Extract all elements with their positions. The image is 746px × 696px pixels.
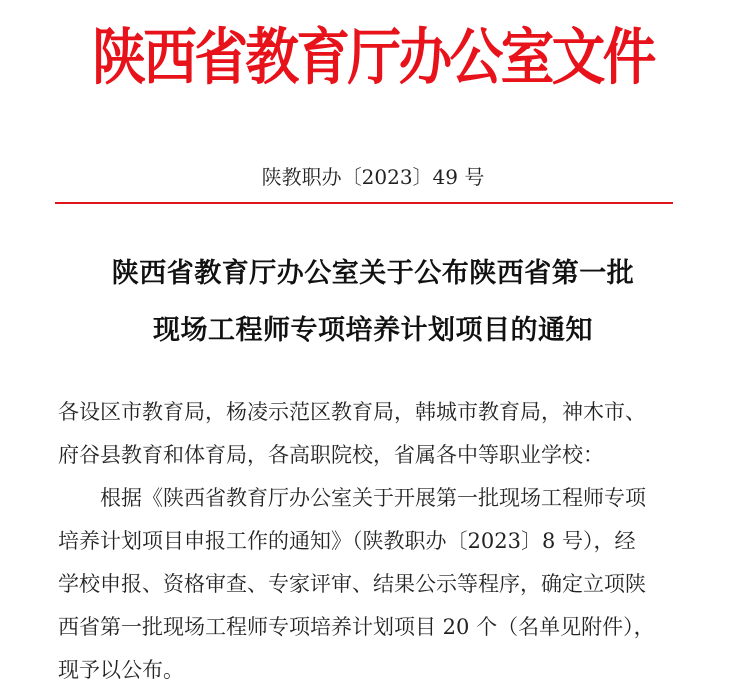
addressee-line-1: 各设区市教育局，杨凌示范区教育局，韩城市教育局，神木市、 (58, 400, 646, 424)
body-paragraph-line-1: 根据《陕西省教育厅办公室关于开展第一批现场工程师专项 (100, 486, 646, 510)
notice-title-line-2: 现场工程师专项培养计划项目的通知 (153, 315, 593, 346)
body-paragraph-line-5: 现予以公布。 (58, 658, 184, 682)
document-number: 陕教职办〔2023〕49 号 (261, 165, 485, 189)
document-masthead: 陕西省教育厅办公室文件 (92, 22, 654, 93)
body-paragraph-line-4: 西省第一批现场工程师专项培养计划项目 20 个（名单见附件）， (58, 615, 655, 639)
notice-title-line-1: 陕西省教育厅办公室关于公布陕西省第一批 (111, 258, 635, 289)
body-paragraph-line-3: 学校申报、资格审查、专家评审、结果公示等程序，确定立项陕 (58, 572, 646, 596)
body-paragraph-line-2: 培养计划项目申报工作的通知》（陕教职办〔2023〕8 号），经 (58, 529, 636, 553)
addressee-line-2: 府谷县教育和体育局，各高职院校，省属各中等职业学校： (58, 443, 604, 467)
red-separator-line (55, 202, 673, 204)
